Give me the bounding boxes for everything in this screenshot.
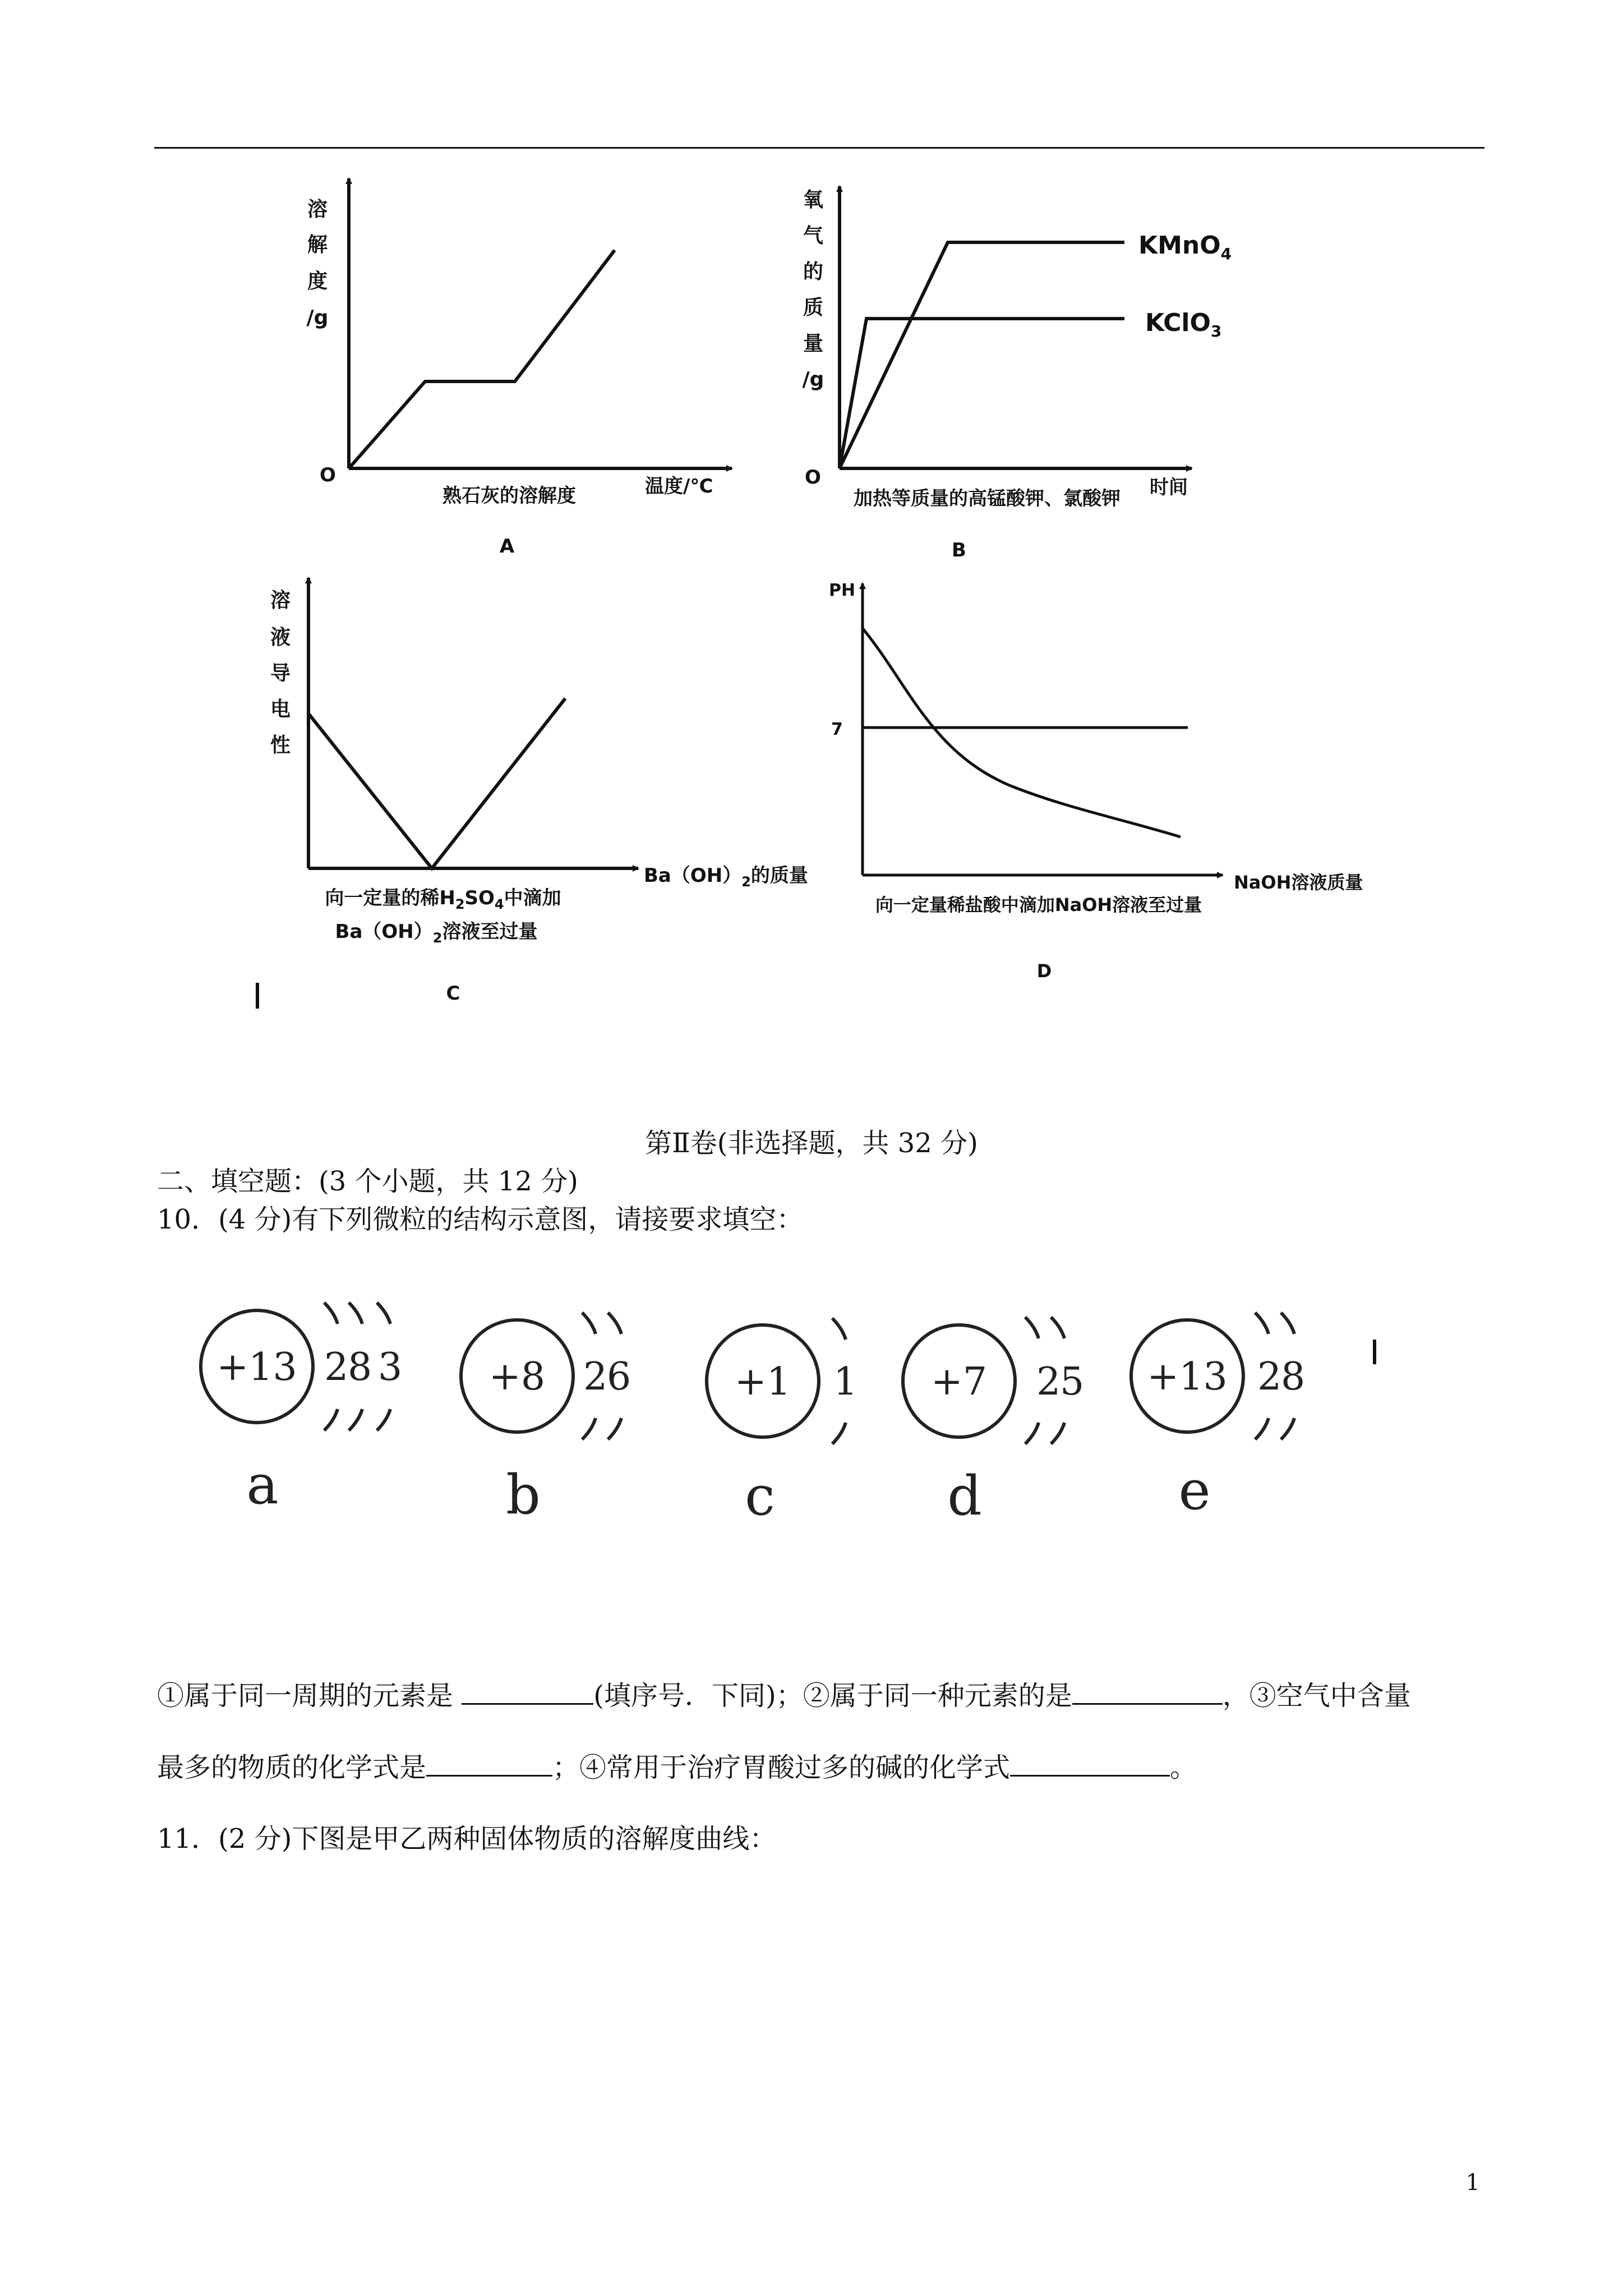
particle-e <box>1131 1313 1305 1522</box>
q10-line1-part1: ①属于同一周期的元素是 <box>157 1680 454 1711</box>
part-heading: 二、填空题：(3 个小题，共 12 分) <box>157 1166 578 1197</box>
q10-line2-part2: ；④常用于治疗胃酸过多的碱的化学式 <box>552 1752 1011 1783</box>
series-kclo3-label: KClO$_3$ <box>1145 309 1222 341</box>
particle-d-nucleus: +7 <box>930 1360 988 1404</box>
q10-stem: 10．(4 分)有下列微粒的结构示意图，请接要求填空： <box>157 1204 804 1235</box>
particle-c <box>707 1318 857 1527</box>
section-title: 第Ⅱ卷(非选择题，共 32 分) <box>645 1128 978 1159</box>
particle-a-shell-3: 3 <box>378 1345 403 1389</box>
q10-line1-part2: (填序号．下同)；②属于同一种元素的是 <box>593 1680 1072 1711</box>
figure-a-ylabel-2: 度 <box>307 270 328 293</box>
figure-a-origin: O <box>320 464 336 486</box>
figure-b-ylabel-5: /g <box>802 368 824 391</box>
figure-c-ylabel-0: 溶 <box>270 589 291 612</box>
figure-a-ylabel-1: 解 <box>307 233 328 256</box>
figure-b-origin: O <box>805 466 821 489</box>
figure-c-ylabel-4: 性 <box>270 734 291 757</box>
figure-b-ylabel-2: 的 <box>803 260 824 283</box>
figure-d-ylabel: PH <box>829 581 856 600</box>
particle-b <box>461 1313 631 1526</box>
figure-c-ylabel-3: 电 <box>270 698 291 721</box>
particle-a-nucleus: +13 <box>216 1345 297 1389</box>
particle-d-shell-1: 2 <box>1036 1360 1061 1404</box>
q10-line2-part1: 最多的物质的化学式是 <box>157 1752 427 1783</box>
figure-c-ylabel-1: 液 <box>270 626 291 649</box>
particle-a <box>201 1303 402 1516</box>
figure-b-ylabel-3: 质 <box>803 296 824 319</box>
figure-a-xlabel: 温度/℃ <box>645 475 713 498</box>
particle-b-label: b <box>506 1464 541 1526</box>
particle-d-label: d <box>947 1465 982 1527</box>
stray-mark <box>1373 1340 1376 1364</box>
particle-b-nucleus: +8 <box>488 1355 546 1399</box>
series-kmno4-label: KMnO$_4$ <box>1138 231 1232 263</box>
figure-c-ylabel-2: 导 <box>270 662 291 685</box>
answer-blank-4[interactable] <box>1010 1749 1170 1777</box>
page-number: 1 <box>1465 2170 1480 2196</box>
figure-c-letter: C <box>446 982 460 1005</box>
particle-d-shell-2: 5 <box>1060 1360 1085 1404</box>
q10-line2-part3: 。 <box>1170 1752 1197 1783</box>
particle-a-shell-2: 8 <box>348 1345 372 1389</box>
particle-e-shell-1: 2 <box>1257 1355 1282 1399</box>
figure-a-letter: A <box>499 535 515 558</box>
figure-c-xlabel: $Ba(OH)_2$的质量 <box>644 864 808 890</box>
particle-e-shell-2: 8 <box>1281 1355 1306 1399</box>
particle-a-shell-1: 2 <box>324 1345 349 1389</box>
particle-a-label: a <box>246 1453 279 1516</box>
figure-b-ylabel-0: 氧 <box>803 188 824 211</box>
figure-d-caption: 向一定量稀盐酸中滴加NaOH溶液至过量 <box>875 894 1202 915</box>
figure-c-caption-line2: $Ba(OH)_2$溶液至过量 <box>335 921 538 946</box>
particle-d <box>903 1317 1084 1527</box>
figure-b-ylabel-1: 气 <box>803 224 824 247</box>
figure-d-letter: D <box>1036 960 1052 982</box>
figure-b-caption: 加热等质量的高锰酸钾、氯酸钾 <box>854 487 1121 510</box>
figure-d-tick-7: 7 <box>831 720 843 739</box>
particle-b-shell-2: 6 <box>607 1355 631 1399</box>
figure-b-letter: B <box>952 539 966 562</box>
answer-blank-1[interactable] <box>462 1677 593 1705</box>
particle-e-label: e <box>1178 1459 1211 1522</box>
q10-line1 <box>157 1677 1411 1713</box>
figure-a-ylabel-0: 溶 <box>307 198 328 221</box>
q11-stem: 11．(2 分)下图是甲乙两种固体物质的溶解度曲线： <box>157 1823 777 1855</box>
answer-blank-2[interactable] <box>1072 1677 1223 1705</box>
figure-a-ylabel-3: /g <box>306 306 329 329</box>
figure-b-ylabel-4: 量 <box>803 332 824 355</box>
particle-e-nucleus: +13 <box>1147 1355 1228 1399</box>
figure-b-xlabel: 时间 <box>1150 476 1188 499</box>
particle-c-label: c <box>745 1465 775 1527</box>
particle-c-nucleus: +1 <box>734 1360 791 1404</box>
particle-c-shell-1: 1 <box>833 1360 858 1404</box>
particle-b-shell-1: 2 <box>583 1355 608 1399</box>
figure-c-caption-line1: 向一定量的稀$H_2SO_4$中滴加 <box>325 887 561 912</box>
figure-d-xlabel: NaOH溶液质量 <box>1234 872 1363 893</box>
answer-blank-3[interactable] <box>426 1749 552 1777</box>
q10-line1-part3: ，③空气中含量 <box>1222 1680 1411 1711</box>
figure-a-caption: 熟石灰的溶解度 <box>442 485 576 507</box>
q10-line2 <box>157 1749 1197 1784</box>
